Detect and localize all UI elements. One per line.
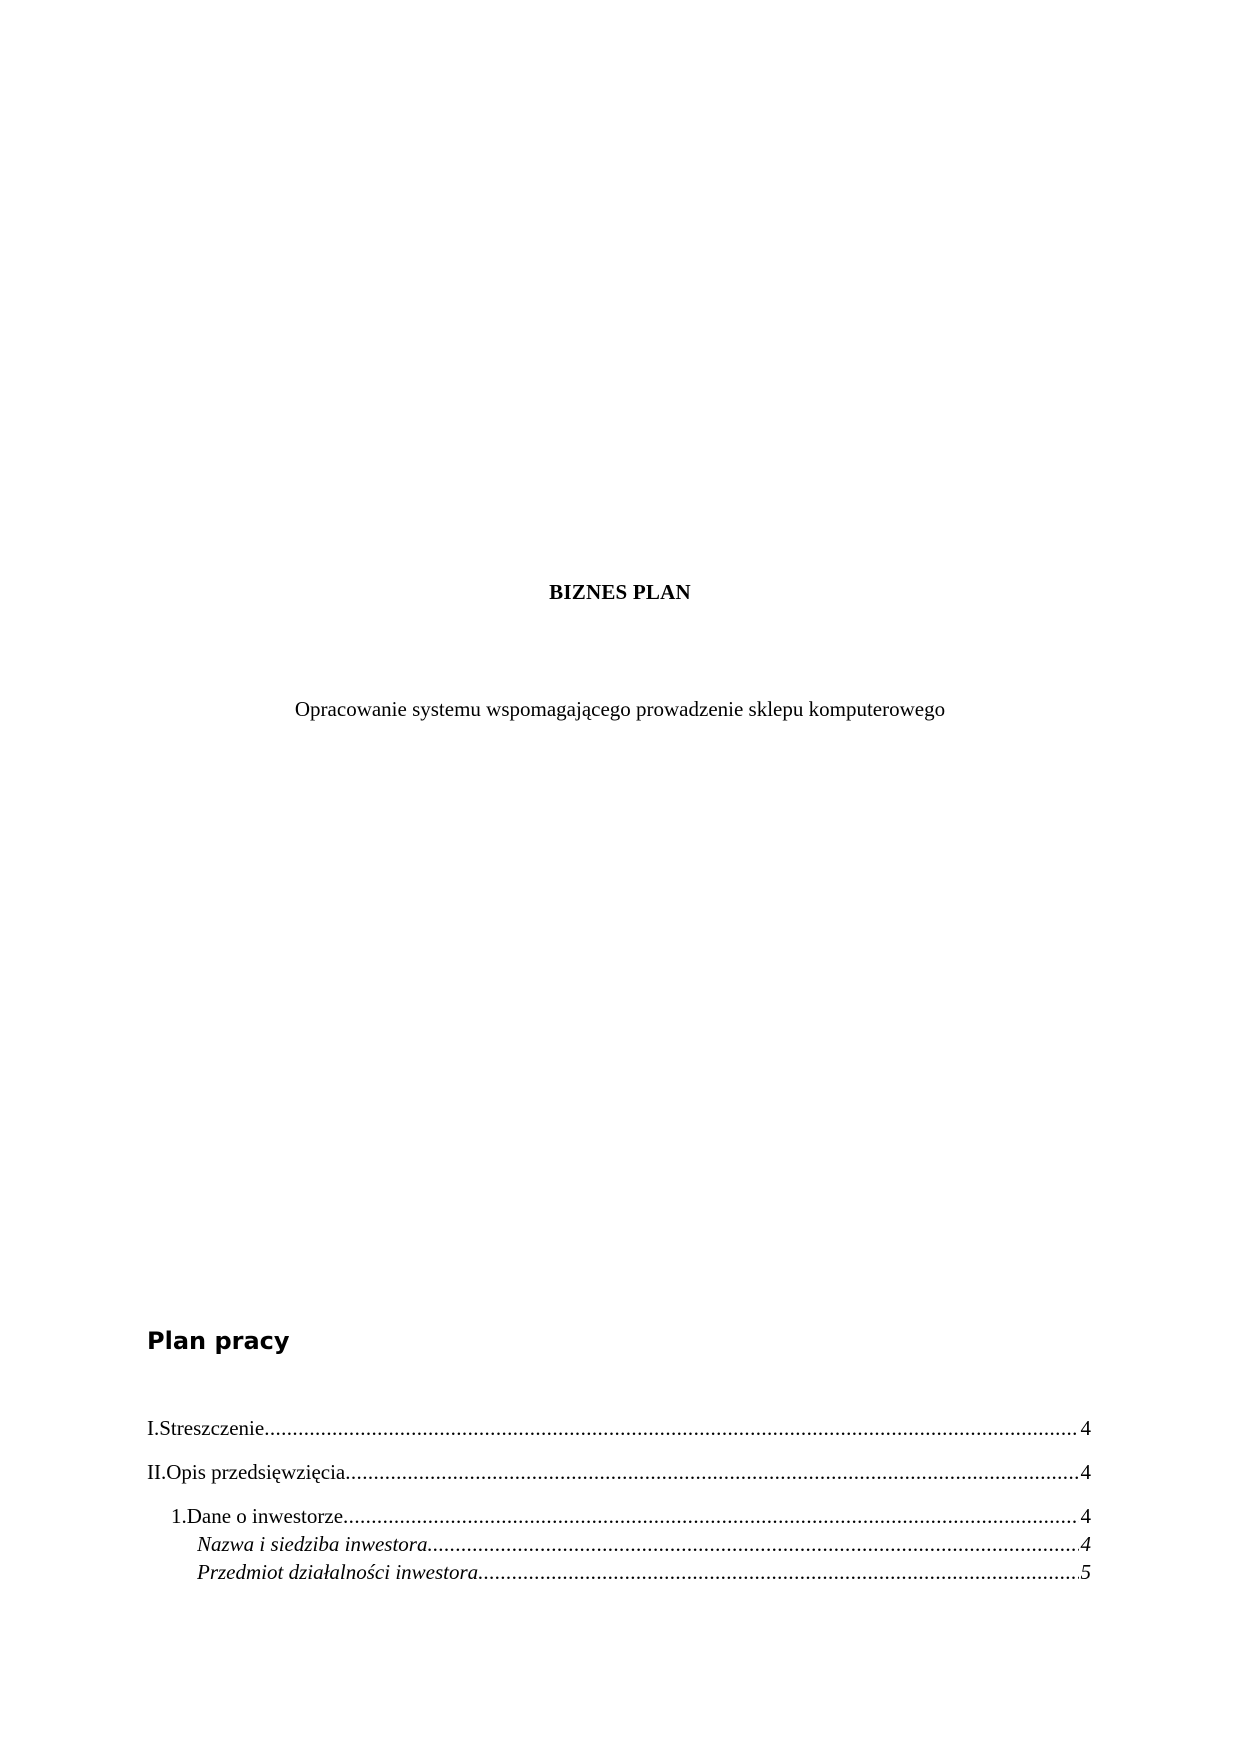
toc-entry-page: 4 [1080,1416,1091,1440]
toc-entry-page: 4 [1080,1460,1091,1484]
toc-entry-page: 4 [1080,1504,1091,1528]
toc-entry-label: Nazwa i siedziba inwestora [197,1532,428,1556]
toc-entry-dane-o-inwestorze[interactable] [171,1502,1091,1530]
toc-entry-label: II.Opis przedsięwzięcia [147,1460,346,1484]
toc-dot-leader [264,1414,1078,1442]
document-title: BIZNES PLAN [549,580,691,604]
toc-entry-streszczenie[interactable] [147,1414,1091,1442]
toc-entry-page: 4 [1080,1532,1091,1556]
toc-dot-leader [345,1458,1078,1486]
toc-entry-nazwa-i-siedziba[interactable] [197,1530,1091,1558]
toc-dot-leader [427,1530,1078,1558]
toc-entry-page: 5 [1080,1560,1091,1584]
toc-heading: Plan pracy [147,1327,290,1355]
toc-dot-leader [343,1502,1078,1530]
toc-dot-leader [478,1558,1078,1586]
toc-entry-label: I.Streszczenie [147,1416,265,1440]
toc-entry-label: 1.Dane o inwestorze [171,1504,344,1528]
document-subtitle: Opracowanie systemu wspomagającego prowadzenie sklepu komputerowego [294,697,946,721]
toc-entry-opis-przedsiewziecia[interactable] [147,1458,1091,1486]
toc-entry-przedmiot-dzialalnosci[interactable] [197,1558,1091,1586]
toc-entry-label: Przedmiot działalności inwestora [197,1560,479,1584]
